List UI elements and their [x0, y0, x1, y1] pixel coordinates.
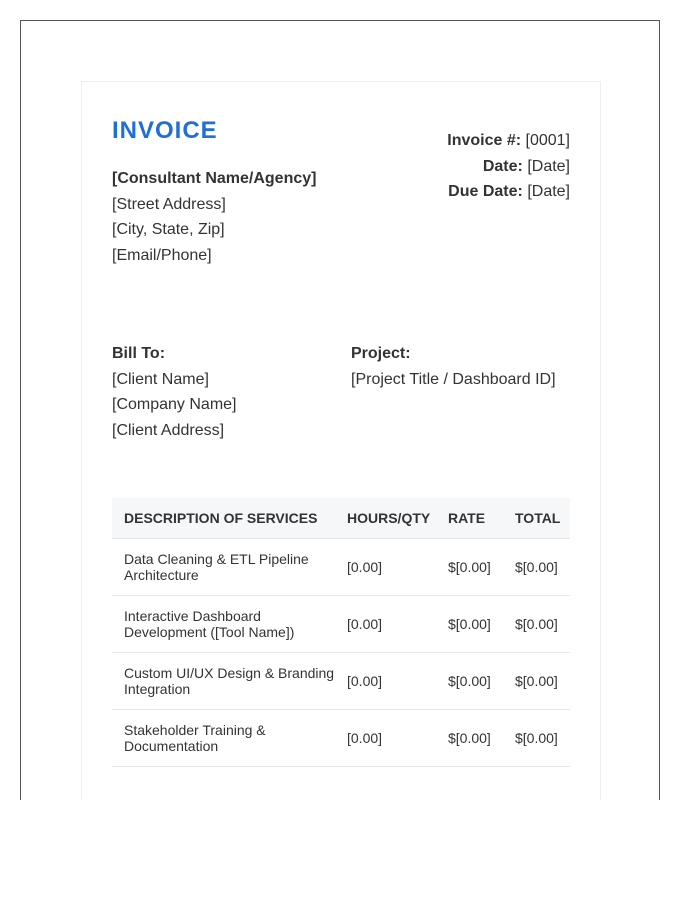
- date-value: [Date]: [527, 157, 570, 175]
- table-header-row: [112, 498, 570, 539]
- service-description: Stakeholder Training & Documentation: [112, 710, 335, 767]
- project-label: Project:: [351, 345, 411, 362]
- header-rate: RATE: [436, 498, 503, 539]
- invoice-number-line: [447, 128, 570, 154]
- service-description: Interactive Dashboard Development ([Tool Name]): [112, 596, 335, 653]
- service-description: Custom UI/UX Design & Branding Integration: [112, 653, 335, 710]
- client-address: [Client Address]: [112, 421, 225, 439]
- bill-to-label: Bill To:: [112, 345, 166, 362]
- service-qty: [0.00]: [335, 539, 436, 596]
- invoice-title: INVOICE: [112, 117, 218, 144]
- header-description: DESCRIPTION OF SERVICES: [112, 498, 335, 539]
- date-line: [447, 154, 570, 180]
- service-rate: $[0.00]: [436, 539, 503, 596]
- project-block: [351, 341, 556, 392]
- service-rate: $[0.00]: [436, 596, 503, 653]
- service-qty: [0.00]: [335, 653, 436, 710]
- table-row: [112, 596, 570, 653]
- service-qty: [0.00]: [335, 596, 436, 653]
- due-date-line: [447, 179, 570, 205]
- service-description: Data Cleaning & ETL Pipeline Architecture: [112, 539, 335, 596]
- service-total: $[0.00]: [503, 710, 570, 767]
- service-total: $[0.00]: [503, 596, 570, 653]
- service-qty: [0.00]: [335, 710, 436, 767]
- table-row: [112, 710, 570, 767]
- services-table: [112, 498, 570, 767]
- service-total: $[0.00]: [503, 653, 570, 710]
- service-rate: $[0.00]: [436, 653, 503, 710]
- consultant-block: [112, 166, 316, 268]
- consultant-city: [City, State, Zip]: [112, 221, 225, 238]
- company-name: [Company Name]: [112, 396, 237, 413]
- invoice-meta: [447, 128, 570, 205]
- table-row: [112, 653, 570, 710]
- project-title: [Project Title / Dashboard ID]: [351, 370, 556, 388]
- invoice-number-value: [0001]: [525, 132, 570, 149]
- header-total: TOTAL: [503, 498, 570, 539]
- consultant-name: [Consultant Name/Agency]: [112, 170, 317, 187]
- due-date-label: Due Date:: [448, 183, 523, 200]
- consultant-contact: [Email/Phone]: [112, 246, 212, 264]
- invoice-number-label: Invoice #:: [447, 132, 522, 149]
- date-label: Date:: [482, 157, 523, 175]
- header-hours-qty: HOURS/QTY: [335, 498, 436, 539]
- consultant-street: [Street Address]: [112, 195, 226, 213]
- client-name: [Client Name]: [112, 370, 209, 388]
- service-total: $[0.00]: [503, 539, 570, 596]
- table-row: [112, 539, 570, 596]
- due-date-value: [Date]: [527, 183, 570, 200]
- service-rate: $[0.00]: [436, 710, 503, 767]
- bill-to-block: [112, 341, 237, 443]
